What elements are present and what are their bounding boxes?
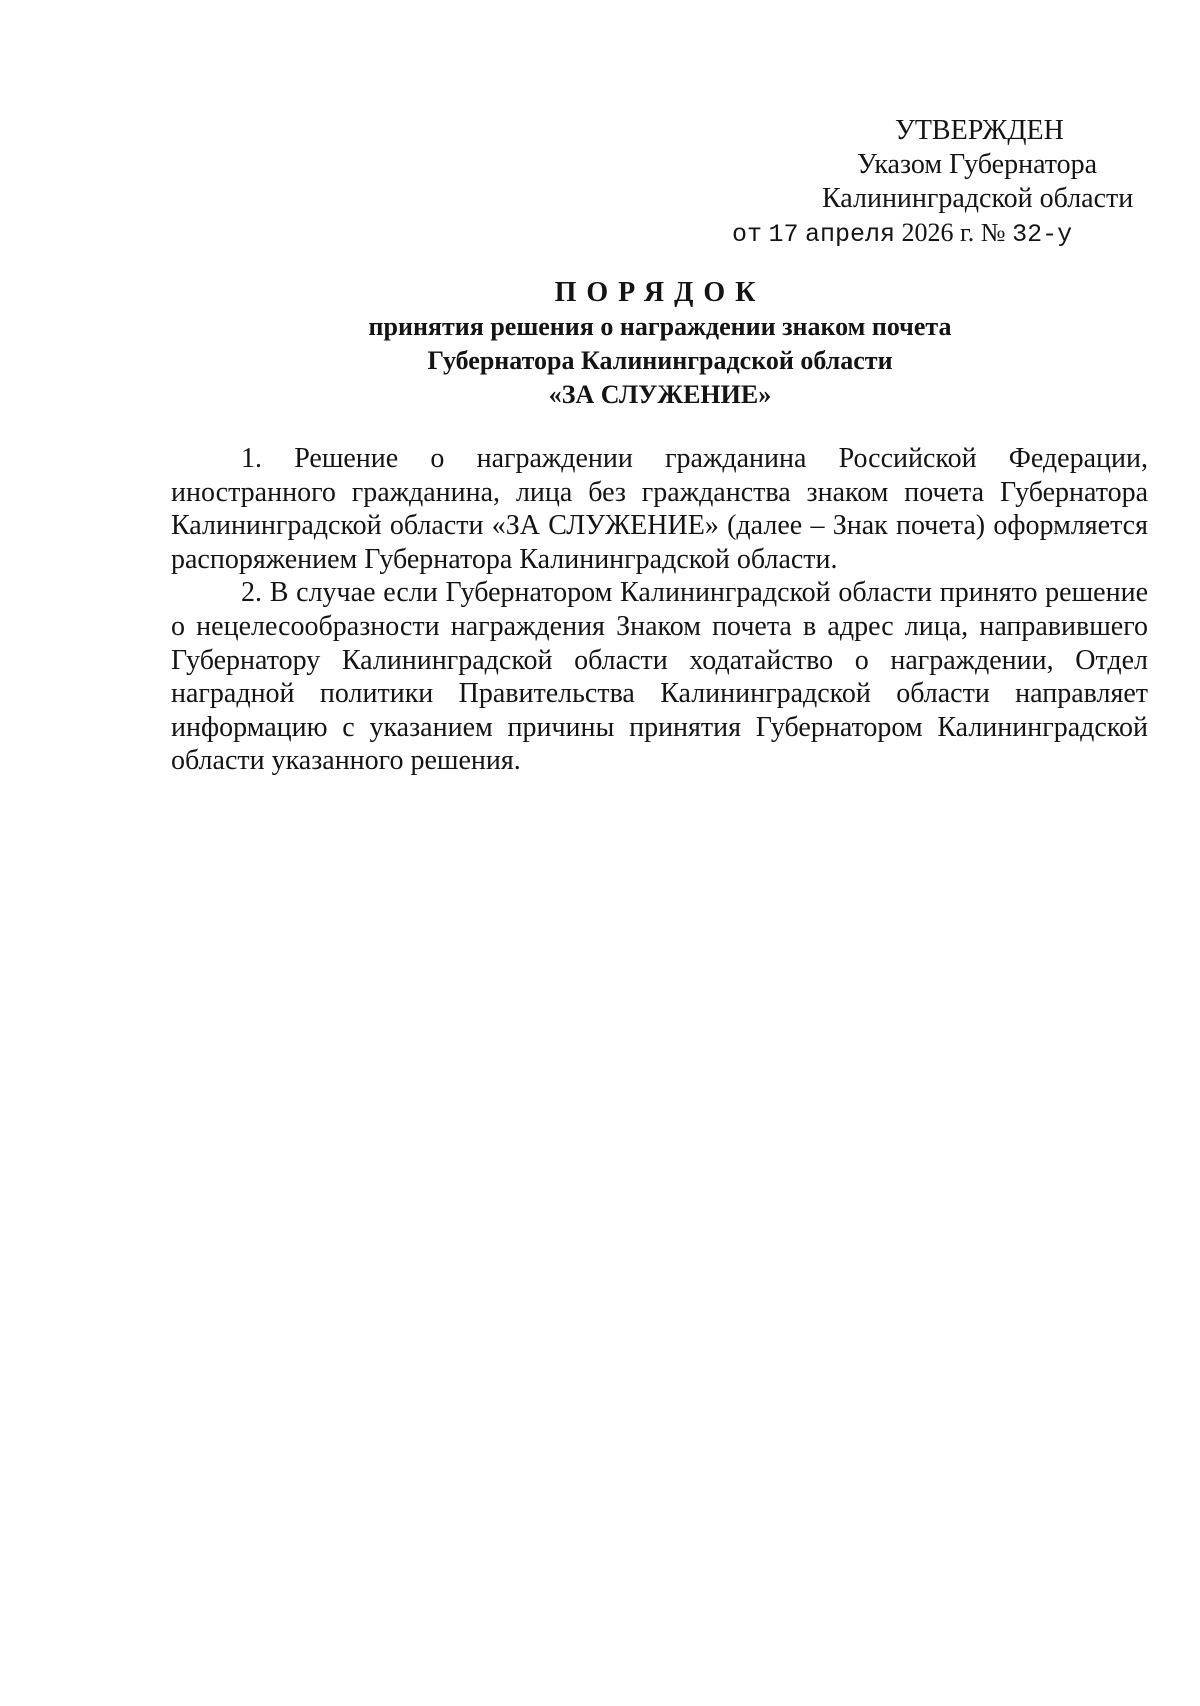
decree-number: 32-у (1012, 220, 1073, 249)
approval-region: Калининградской области (822, 183, 1134, 214)
title-line-1: принятия решения о награждении знаком почета (368, 312, 952, 341)
paragraph-1: 1. Решение о награждении гражданина Российской Федерации, иностранного гражданина, лица без гражданства знаком почета Губернатора Калининградской области «ЗА СЛУЖЕНИЕ» (далее – Знак почета) оформляется распоряжением Губернатора Калининградской области. (171, 443, 1148, 575)
date-year-suffix: г. № (960, 218, 1006, 247)
title-line-2: Губернатора Калининградской области (427, 346, 893, 375)
approval-by: Указом Губернатора (857, 149, 1098, 180)
date-year: 2026 (901, 218, 954, 247)
title-line-3: «ЗА СЛУЖЕНИЕ» (548, 380, 772, 409)
approval-date-line (732, 216, 1072, 252)
paragraph-2: 2. В случае если Губернатором Калининградской области принято решение о нецелесообразности награждения Знаком почета в адрес лица, направившего Губернатору Калининградской области ходатайство о награждении, Отдел наградной политики Правительства Калининградской области направляет информацию с указанием причины принятия Губернатором Калининградской области указанного решения. (171, 577, 1148, 777)
title-heading: ПОРЯДОК (554, 277, 766, 308)
approval-status: УТВЕРЖДЕН (895, 115, 1064, 146)
date-month: апреля (805, 220, 896, 249)
document-title (170, 276, 1150, 412)
date-prefix: от (732, 220, 763, 249)
document-body (171, 442, 1148, 778)
date-day: 17 (768, 220, 799, 249)
